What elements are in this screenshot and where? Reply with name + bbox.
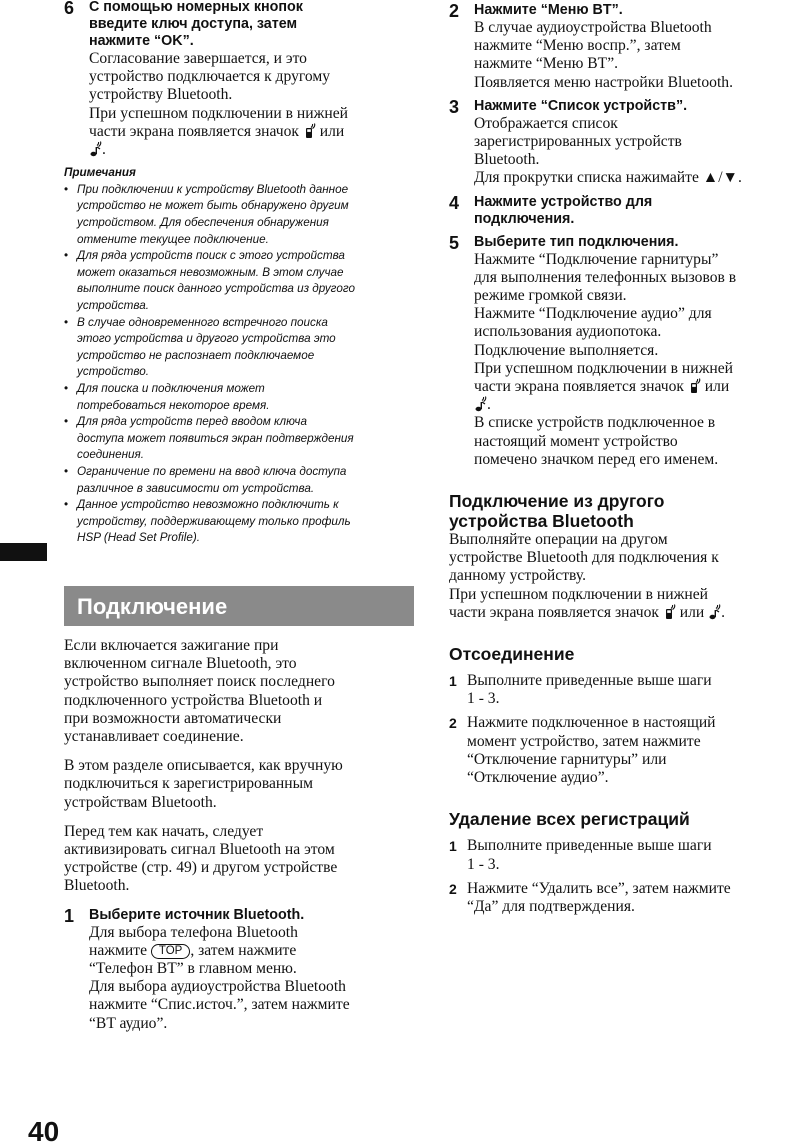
audio-bluetooth-icon [89, 141, 102, 157]
small-step: 2 Нажмите “Удалить все”, затем нажмите “Да” для подтверждения. [449, 879, 731, 915]
section-body: Выполняйте операции на другом устройстве Bluetooth для подключения к данному устройству. При успешном подключении в нижней части экрана появляется значок или . [449, 531, 726, 621]
step-title: Нажмите “Список устройств”. [474, 97, 688, 114]
right-column [449, 0, 792, 920]
subheading: Удаление всех регистраций [449, 809, 690, 830]
step-body: Отображается список зарегистрированных устройств Bluetooth. Для прокрутки списка нажимайте ▲/▼. [474, 114, 742, 187]
small-step: 2 Нажмите подключенное в настоящий момент устройство, затем нажмите “Отключение гарнитуры” или “Отключение аудио”. [449, 714, 716, 787]
step-number: 2 [449, 1, 460, 21]
subheading: Отсоединение [449, 644, 575, 665]
step-3 [449, 98, 792, 188]
connection-section [64, 637, 414, 1039]
paragraph: В этом разделе описывается, как вручную подключиться к зарегистрированным устройствам Bluetooth. [64, 757, 343, 811]
audio-bluetooth-icon [474, 396, 487, 412]
paragraph: Перед тем как начать, следует активизировать сигнал Bluetooth на этом устройстве (стр. 49) и другом устройстве Bluetooth. [64, 822, 338, 895]
step-body: В случае аудиоустройства Bluetooth нажмите “Меню воспр.”, затем нажмите “Меню BT”. Появляется меню настройки Bluetooth. [474, 19, 734, 91]
section-heading-connection: Подключение [64, 586, 414, 626]
other-device-section [449, 491, 792, 622]
phone-bluetooth-icon [688, 378, 701, 394]
note-item: • Ограничение по времени на ввод ключа доступа различное в зависимости от устройства. [64, 464, 347, 495]
step-number: 6 [64, 0, 75, 18]
step-1 [64, 907, 414, 1033]
small-step: 1 Выполните приведенные выше шаги 1 - 3. [449, 837, 712, 873]
subheading: Подключение из другого устройства Bluetooth [449, 491, 665, 532]
note-item: • Данное устройство невозможно подключить к устройству, поддерживающему только профиль HSP (Head Set Profile). [64, 498, 351, 545]
notes-title: Примечания [64, 166, 136, 180]
step-6 [64, 0, 414, 159]
step-title: Нажмите “Меню BT”. [474, 2, 623, 18]
audio-bluetooth-icon [708, 604, 721, 620]
step-body: Нажмите “Подключение гарнитуры” для выполнения телефонных вызовов в режиме громкой связи. Нажмите “Подключение аудио” для использования аудиопотока. Подключение выполняется. При успешном подключении в нижней части экрана появляется значок или . В списке устройств подключенное в настоящий момент устройство помечено значком перед его именем. [474, 250, 737, 468]
disconnect-section [449, 644, 792, 787]
step-body: Для выбора телефона Bluetooth нажмите TOP , затем нажмите “Телефон BT” в главном меню. Для выбора аудиоустройства Bluetooth нажмите “Спис.источ.”, затем нажмите “BT аудио”. [89, 923, 350, 1032]
step-number: 5 [449, 232, 460, 253]
step-title: С помощью номерных кнопок введите ключ доступа, затем нажмите “OK”. [89, 0, 303, 49]
notes [64, 165, 414, 547]
step-title: Выберите тип подключения. [474, 233, 679, 250]
step-number: 4 [449, 192, 460, 213]
step-title: Нажмите устройство для подключения. [474, 193, 653, 227]
step-2 [449, 2, 792, 92]
step-5 [449, 234, 792, 469]
phone-bluetooth-icon [663, 604, 676, 620]
phone-bluetooth-icon [303, 123, 316, 139]
note-item: • Для поиска и подключения может потребоваться некоторое время. [64, 381, 270, 412]
top-button-label: TOP [151, 944, 190, 959]
note-item: • Для ряда устройств поиск с этого устройства может оказаться невозможным. В этом случае выполните поиск данного устройства из другого устройства. [64, 249, 355, 312]
delete-all-section [449, 809, 792, 916]
note-item: • В случае одновременного встречного поиска этого устройства и другого устройства это устройство не распознает подключаемое устройство. [64, 315, 336, 379]
paragraph: Если включается зажигание при включенном сигнале Bluetooth, это устройство выполняет поиск последнего подключенного устройства Bluetooth и при возможности автоматически устанавливает соединение. [64, 637, 335, 746]
left-column [64, 0, 414, 547]
small-step: 1 Выполните приведенные выше шаги 1 - 3. [449, 672, 712, 708]
step-number: 1 [64, 905, 75, 926]
note-item: • При подключении к устройству Bluetooth данное устройство не может быть обнаружено другим устройством. Для обеспечения обнаружения отмените текущее подключение. [64, 182, 349, 246]
note-item: • Для ряда устройств перед вводом ключа доступа может появиться экран подтверждения соединения. [64, 415, 354, 462]
step-number: 3 [449, 96, 460, 117]
page-number: 40 [28, 1116, 60, 1147]
step-body: Согласование завершается, и это устройство подключается к другому устройству Bluetooth. При успешном подключении в нижней части экрана появляется значок или . [89, 50, 348, 159]
step-title: Выберите источник Bluetooth. [89, 906, 305, 923]
step-4 [449, 194, 792, 228]
section-side-tab [0, 543, 47, 561]
